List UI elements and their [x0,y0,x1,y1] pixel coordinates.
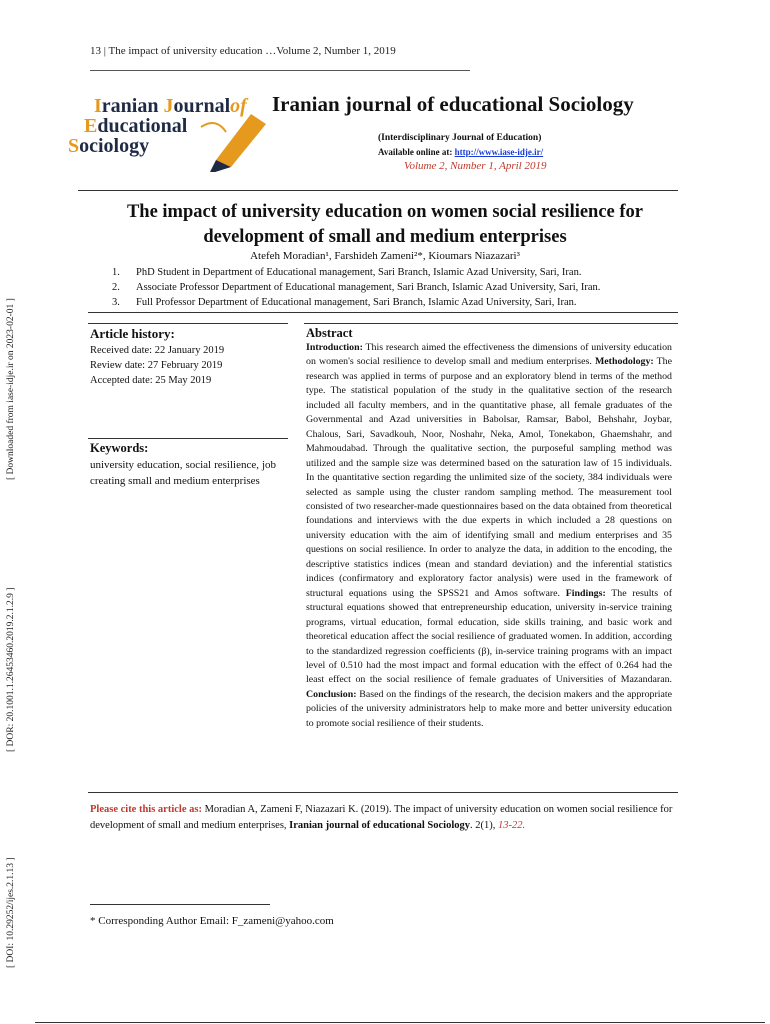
divider [88,438,288,439]
methodology-label: Methodology: [594,356,654,368]
article-history [90,343,224,388]
divider [35,1022,765,1023]
side-note-dor: [ DOR: 20.1001.1.26453460.2019.2.1.2.9 ] [6,587,16,752]
divider [88,312,678,313]
article-title-line: development of small and medium enterprises [203,227,567,247]
citation-journal: Iranian journal of educational Sociology [289,820,471,831]
divider [88,792,678,793]
journal-subtitle: (Interdisciplinary Journal of Education) [378,133,542,143]
keywords-text: university education, social resilience, job creating small and medium enterprises [90,459,276,487]
journal-logo [66,92,271,172]
article-title-line: The impact of university education on women social resilience for [126,202,644,222]
divider [88,323,288,324]
citation: Please cite this article as: Moradian A, Zameni F, Niazazari K. (2019). The impact of university education on women social resilience for development of small and medium enterprises, Iranian journal of educational Sociology. 2(1), 13-22. [90,804,673,831]
received-date: Received date: 22 January 2019 [90,345,225,356]
keywords-heading: Keywords: [90,441,149,455]
conclusion-label: Conclusion: [306,688,357,700]
side-note-downloaded: [ Downloaded from iase-idje.ir on 2023-02-01 ] [6,298,16,480]
review-date: Review date: 27 February 2019 [90,360,223,371]
affiliation-item: 3. Full Professor Department of Educational management, Sari Branch, Islamic Azad University, Sari, Iran. [112,297,577,308]
journal-link[interactable]: http://www.iase-idje.ir/ [454,147,544,157]
citation-pages: 13-22. [498,820,526,831]
logo-text-line1: Iranian Journalof [94,95,247,117]
affiliation-item: 1. PhD Student in Department of Educational management, Sari Branch, Islamic Azad University, Sari, Iran. [112,267,582,278]
history-heading: Article history: [90,326,175,341]
pencil-icon [201,114,266,172]
running-head: 13 | The impact of university education …Volume 2, Number 1, 2019 [90,45,396,57]
journal-title: Iranian journal of educational Sociology [272,92,634,116]
authors: Atefeh Moradian¹, Farshideh Zameni²*, Kioumars Niazazari³ [250,250,520,262]
divider [90,70,470,71]
side-note-doi: [ DOI: 10.29252/ijes.2.1.13 ] [6,857,16,968]
logo-graphic [66,92,271,172]
logo-text-line3: Sociology [68,135,150,157]
affiliation-item: 2. Associate Professor Department of Educational management, Sari Branch, Islamic Azad University, Sari, Iran. [112,282,601,293]
abstract-heading: Abstract [306,326,353,340]
affiliations [112,265,600,310]
accepted-date: Accepted date: 25 May 2019 [90,375,212,386]
article-title [80,200,690,250]
journal-online [378,147,543,157]
footnote: * Corresponding Author Email: F_zameni@yahoo.com [90,915,334,927]
journal-volume: Volume 2, Number 1, April 2019 [404,160,547,172]
findings-label: Findings: [565,587,606,599]
intro-label: Introduction: [306,342,363,353]
footnote-divider [90,904,270,905]
citation-label: Please cite this article as: [90,804,202,815]
abstract-body: Introduction: This research aimed the effectiveness the dimensions of university education on women's social resilience to develop small and medium enterprises. Methodology: The research was applied in terms of purpose and an exploratory blend in terms of the method type. The statistical population of the study in the qualitative section of the research included all faculty members, and in the quantitative phase, all female graduates of the Governmental and Azad universities in Babolsar, Ramsar, Babol, Behshahr, Joybar, Chalous, Sari, Savadkouh, Noor, Noshahr, Neka, Amol, Tonekabon, Ghaemshahr, and Mahmoudabad. Through the qualitative section, the purposeful sampling method was utilized and the sample size was determined based on the saturation law of 15 individuals. In the quantitative section regarding the unlimited size of the society, 384 individuals were selected as sample using the cluster random sampling method. The measurement tool consisted of two researcher-made questionnaires based on the data obtained from theoretical foundations and interviews with the due experts in which included a 28 questions on university education with the aim of identifying small and medium enterprises and 35 questions on social resilience. In order to analyze the data, in addition to the encoding, the descriptive statistics indices (mean and standard deviation) and the inferential statistics indices (confirmatory and exploratory factor analysis) were used in the framework of structural equations using the SPSS21 and Amos software. Findings: The results of structural equations showed that entrepreneurship education, university in-service training programs, virtual education, formal education, side skills training, and basic work and theoretical education affect the social resilience of graduated women. In addition, according to the standardized regression coefficients (β), in-service training programs with an impact level of 0.510 had the most impact and formal education with the effect of 0.264 had the least effect on the social resilience of female graduates of Universities of Mazandaran. Conclusion: Based on the findings of the research, the decision makers and the appropriate policies of the university administrators help to make more and better university education to promote social resilience of their students. [306,342,672,729]
logo-text-line2: Educational [84,115,188,137]
online-label: Available online at: [378,147,455,157]
divider [304,323,678,324]
divider [78,190,678,191]
